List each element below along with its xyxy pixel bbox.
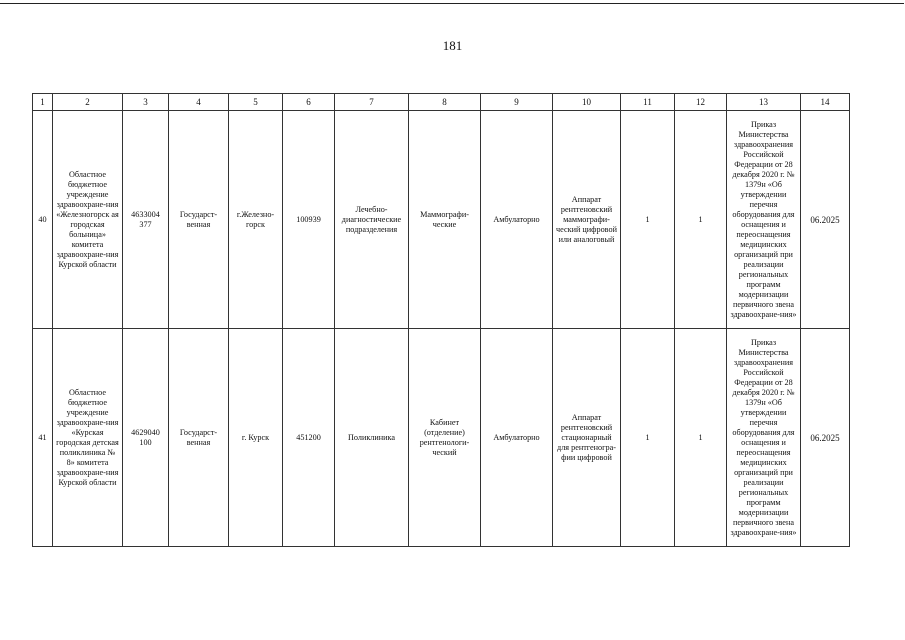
division: Лечебно-диагностические подразделения: [335, 111, 409, 329]
table-row: [33, 111, 850, 329]
column-header: 2: [53, 94, 123, 111]
regulation-order: Приказ Министерства здравоохранения Российской Федерации от 28 декабря 2020 г. № 1379н «Об утверждении перечня оборудования для оснащения и переоснащения медицинских организаций при реализации региональных программ модернизации первичного звена здравоохране-ния»: [727, 329, 801, 547]
column-header: 14: [801, 94, 850, 111]
column-header: 1: [33, 94, 53, 111]
column-header: 9: [481, 94, 553, 111]
quantity-12: 1: [675, 111, 727, 329]
delivery-date: 06.2025: [801, 111, 850, 329]
ownership-form: Государст-венная: [169, 329, 229, 547]
delivery-date: 06.2025: [801, 329, 850, 547]
oktmo-code: 451200: [283, 329, 335, 547]
ownership-form: Государст-венная: [169, 111, 229, 329]
care-mode: Амбулаторно: [481, 329, 553, 547]
inn-code: 4629040 100: [123, 329, 169, 547]
scan-top-edge: [0, 3, 904, 4]
page-number: 181: [442, 38, 463, 53]
column-header: 7: [335, 94, 409, 111]
column-header: 6: [283, 94, 335, 111]
division: Поликлиника: [335, 329, 409, 547]
oktmo-code: 100939: [283, 111, 335, 329]
quantity-12: 1: [675, 329, 727, 547]
regulation-order: Приказ Министерства здравоохранения Российской Федерации от 28 декабря 2020 г. № 1379н «Об утверждении перечня оборудования для оснащения и переоснащения медицинских организаций при реализации региональных программ модернизации первичного звена здравоохране-ния»: [727, 111, 801, 329]
equipment-name: Аппарат рентгеновский стационарный для рентгеногра-фии цифровой: [553, 329, 621, 547]
column-header: 3: [123, 94, 169, 111]
column-header: 13: [727, 94, 801, 111]
equipment-table: [32, 93, 850, 547]
column-header: 11: [621, 94, 675, 111]
column-number-row: [33, 94, 850, 111]
care-mode: Амбулаторно: [481, 111, 553, 329]
quantity-11: 1: [621, 329, 675, 547]
city: г.Железно-горск: [229, 111, 283, 329]
row-number: 41: [33, 329, 53, 547]
table-row: [33, 329, 850, 547]
row-number: 40: [33, 111, 53, 329]
organization-name: Областное бюджетное учреждение здравоохране-ния «Курская городская детская поликлиника № 8» комитета здравоохране-ния Курской области: [53, 329, 123, 547]
column-header: 5: [229, 94, 283, 111]
column-header: 12: [675, 94, 727, 111]
quantity-11: 1: [621, 111, 675, 329]
organization-name: Областное бюджетное учреждение здравоохране-ния «Железногорск ая городская больница» комитета здравоохране-ния Курской области: [53, 111, 123, 329]
column-header: 8: [409, 94, 481, 111]
inn-code: 4633004 377: [123, 111, 169, 329]
cabinet: Маммографи-ческие: [409, 111, 481, 329]
column-header: 10: [553, 94, 621, 111]
city: г. Курск: [229, 329, 283, 547]
cabinet: Кабинет (отделение) рентгенологи-ческий: [409, 329, 481, 547]
column-header: 4: [169, 94, 229, 111]
equipment-name: Аппарат рентгеновский маммографи-ческий цифровой или аналоговый: [553, 111, 621, 329]
